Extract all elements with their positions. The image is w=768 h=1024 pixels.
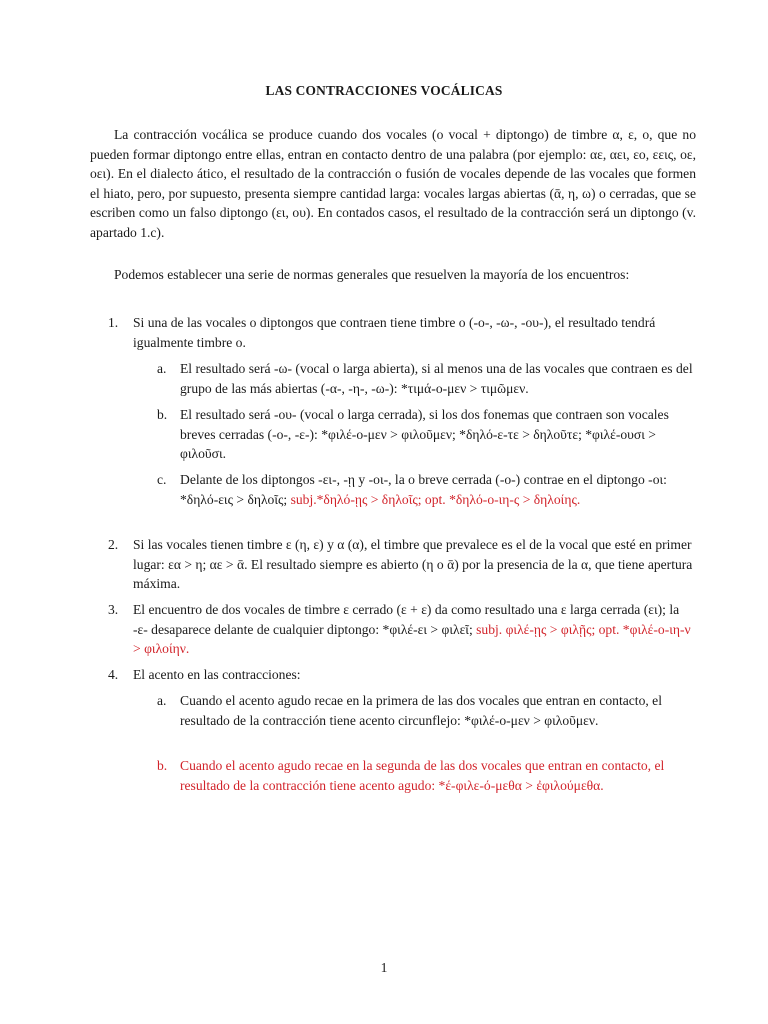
lead-paragraph: Podemos establecer una serie de normas generales que resuelven la mayoría de los encuentros: bbox=[114, 267, 630, 282]
sublist-item-letter: b. bbox=[157, 407, 168, 422]
sublist-item-text: Cuando el acento agudo recae en la segunda de las dos vocales que entran en contacto, el resultado de la contracción tiene acento agudo: *έ-φιλε-ό-μεθα > ἐφιλούμεθα. bbox=[180, 758, 665, 793]
list-item-number: 2. bbox=[108, 537, 119, 552]
sublist-item-letter: c. bbox=[157, 472, 167, 487]
list-item-text-highlight: subj. φιλέ-ῃς > φιλῇς; opt. *φιλέ-ο-ιη-ν > φιλοίην. bbox=[133, 621, 691, 656]
list-item-text: Si las vocales tienen timbre ε (η, ε) y α (α), el timbre que prevalece es el de la vocal que esté en primer lugar: εα > η; αε > ᾱ. El resultado siempre es abierto (η o ᾱ) por la presencia de la α, que tiene apertura máxima. bbox=[133, 537, 693, 591]
sublist-item-letter: a. bbox=[157, 361, 167, 376]
sublist-item-text: Cuando el acento agudo recae en la primera de las dos vocales que entran en contacto, el resultado de la contracción tiene acento circunflejo: *φιλέ-ο-μεν > φιλοῦμεν. bbox=[180, 693, 662, 728]
list-item-number: 1. bbox=[108, 315, 119, 330]
list-item-number: 3. bbox=[108, 602, 119, 617]
sublist-item-letter: b. bbox=[157, 758, 168, 773]
sublist-item-text-highlight: subj.*δηλό-ῃς > δηλοῖς; opt. *δηλό-ο-ιη-ς > δηλοίης. bbox=[290, 491, 581, 507]
list-item-number: 4. bbox=[108, 667, 119, 682]
list-item-text bbox=[133, 600, 696, 659]
intro-paragraph: La contracción vocálica se produce cuando dos vocales (o vocal + diptongo) de timbre α, ε, ο, que no pueden formar diptongo entre ellas, entran en contacto dentro de una palabra (por ejemplo: αε, αει, εο, εεις, οε, οει). En el dialecto ático, el resultado de la contracción o fusión de vocales depende de las vocales que formen el hiato, pero, por supuesto, presenta siempre cantidad larga: vocales largas abiertas (ᾱ, η, ω) o cerradas, que se escriben como un falso diptongo (ει, ου). En contados casos, el resultado de la contracción será un diptongo (v. apartado 1.c). bbox=[90, 127, 696, 240]
page-title: LAS CONTRACCIONES VOCÁLICAS bbox=[265, 83, 503, 98]
sublist-item-text-main: Delante de los diptongos -ει-, -ῃ y -οι-, la ο breve cerrada (-ο-) contrae en el diptongo -οι: *δηλό-εις > δηλοῖς; bbox=[180, 472, 667, 507]
sublist-item-text bbox=[180, 470, 696, 509]
sublist-item-letter: a. bbox=[157, 693, 167, 708]
sublist-item-text: El resultado será -ου- (vocal ο larga cerrada), si los dos fonemas que contraen son vocales breves cerradas (-ο-, -ε-): *φιλέ-ο-μεν > φιλοῦμεν; *δηλό-ε-τε > δηλοῦτε; *φιλέ-ουσι > φιλοῦσι. bbox=[180, 407, 669, 461]
list-item-text: El acento en las contracciones: bbox=[133, 667, 301, 682]
sublist-item-text: El resultado será -ω- (vocal ο larga abierta), si al menos una de las vocales que contraen es del grupo de las más abiertas (-α-, -η-, -ω-): *τιμά-ο-μεν > τιμῶμεν. bbox=[180, 361, 693, 396]
list-item-text-main: El encuentro de dos vocales de timbre ε cerrado (ε + ε) da como resultado una ε larga cerrada (ει); la -ε- desaparece delante de cualquier diptongo: *φιλέ-ει > φιλεῖ; bbox=[133, 602, 680, 637]
list-item-text: Si una de las vocales o diptongos que contraen tiene timbre ο (-ο-, -ω-, -ου-), el resultado tendrá igualmente timbre ο. bbox=[133, 315, 656, 350]
page-number: 1 bbox=[380, 960, 388, 975]
